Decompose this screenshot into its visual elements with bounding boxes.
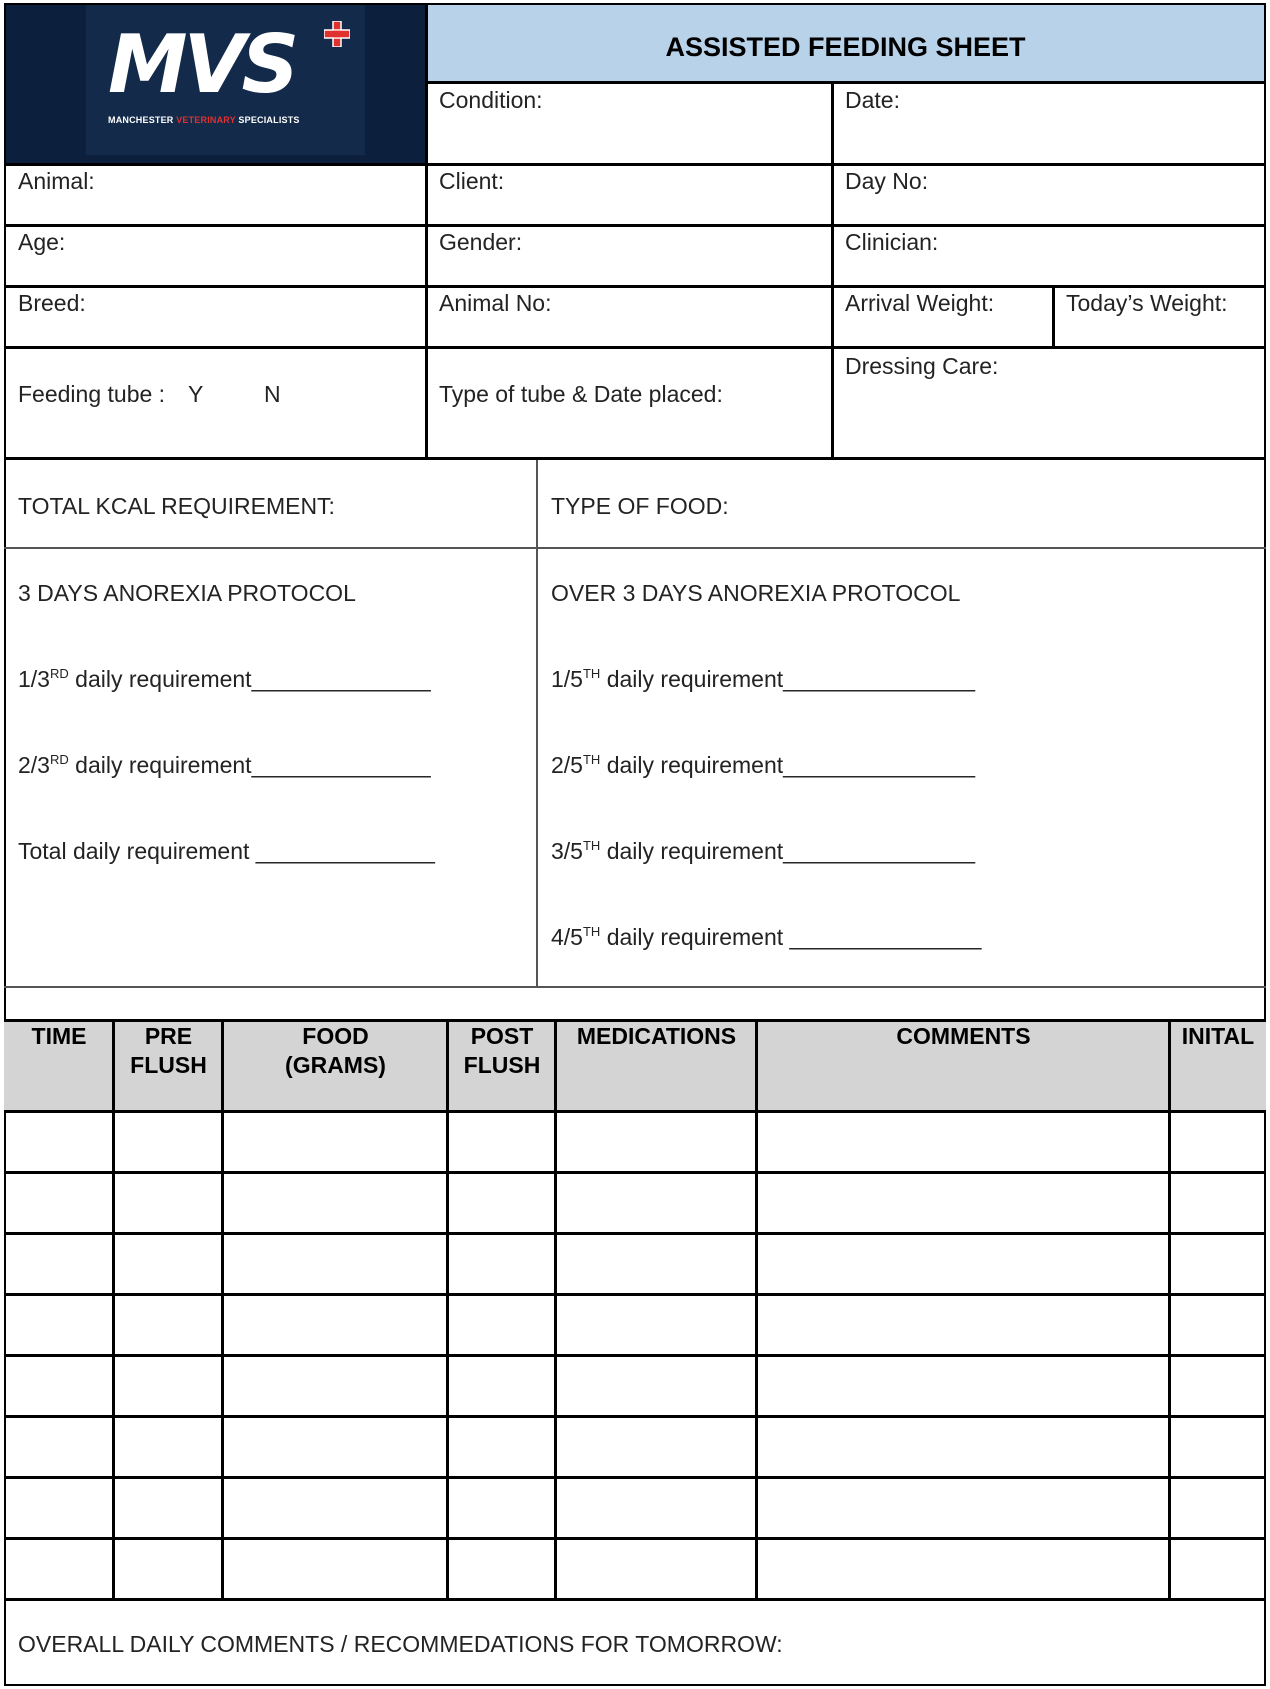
col-comments: COMMENTS xyxy=(896,1023,1031,1049)
protocol-3-line: Total daily requirement ______________ xyxy=(18,838,435,864)
date-label: Date: xyxy=(845,87,900,113)
logo-wordmark: MVS xyxy=(108,18,296,111)
gender-label: Gender: xyxy=(439,229,523,255)
condition-label: Condition: xyxy=(439,87,543,113)
overall-comments-label: OVERALL DAILY COMMENTS / RECOMMEDATIONS FOR TOMORROW: xyxy=(18,1631,783,1657)
arrival-weight-label: Arrival Weight: xyxy=(845,290,995,316)
feeding-tube-label: Feeding tube : xyxy=(18,381,166,407)
todays-weight-label: Today’s Weight: xyxy=(1066,290,1228,316)
protocol-over3-title: OVER 3 DAYS ANOREXIA PROTOCOL xyxy=(551,580,961,606)
feeding-sheet xyxy=(4,3,1266,1686)
dressing-care-label: Dressing Care: xyxy=(845,353,999,379)
protocol-over3-line: 3/5TH daily requirement_______________ xyxy=(551,838,976,864)
protocol-3-line: 2/3RD daily requirement______________ xyxy=(18,752,431,778)
protocol-over3-line: 4/5TH daily requirement _______________ xyxy=(551,924,982,950)
logo-tagline: MANCHESTER VETERINARY SPECIALISTS xyxy=(108,115,300,125)
feeding-tube-yes: Y xyxy=(188,381,204,407)
overall-comments-area[interactable] xyxy=(4,1601,1266,1686)
page-title: ASSISTED FEEDING SHEET xyxy=(665,32,1026,62)
day-no-label: Day No: xyxy=(845,168,929,194)
animal-label: Animal: xyxy=(18,168,95,194)
clinician-label: Clinician: xyxy=(845,229,939,255)
animal-no-label: Animal No: xyxy=(439,290,552,316)
col-pre-flush: PRE FLUSH xyxy=(130,1023,207,1078)
protocol-3-line: 1/3RD daily requirement______________ xyxy=(18,666,431,692)
col-inital: INITAL xyxy=(1181,1023,1255,1049)
col-food: FOOD (GRAMS) xyxy=(285,1023,386,1078)
type-of-tube-label: Type of tube & Date placed: xyxy=(439,381,723,407)
type-of-food-label: TYPE OF FOOD: xyxy=(551,493,729,519)
client-label: Client: xyxy=(439,168,505,194)
protocol-over3-line: 2/5TH daily requirement_______________ xyxy=(551,752,976,778)
table-body[interactable] xyxy=(4,1113,1266,1600)
protocol-over3-line: 1/5TH daily requirement_______________ xyxy=(551,666,976,692)
age-label: Age: xyxy=(18,229,66,255)
protocol-3-title: 3 DAYS ANOREXIA PROTOCOL xyxy=(18,580,356,606)
col-medications: MEDICATIONS xyxy=(576,1023,737,1049)
col-post-flush: POST FLUSH xyxy=(463,1023,541,1078)
feeding-tube-no: N xyxy=(264,381,281,407)
col-time: TIME xyxy=(31,1023,87,1049)
breed-label: Breed: xyxy=(18,290,86,316)
total-kcal-label: TOTAL KCAL REQUIREMENT: xyxy=(18,493,335,519)
